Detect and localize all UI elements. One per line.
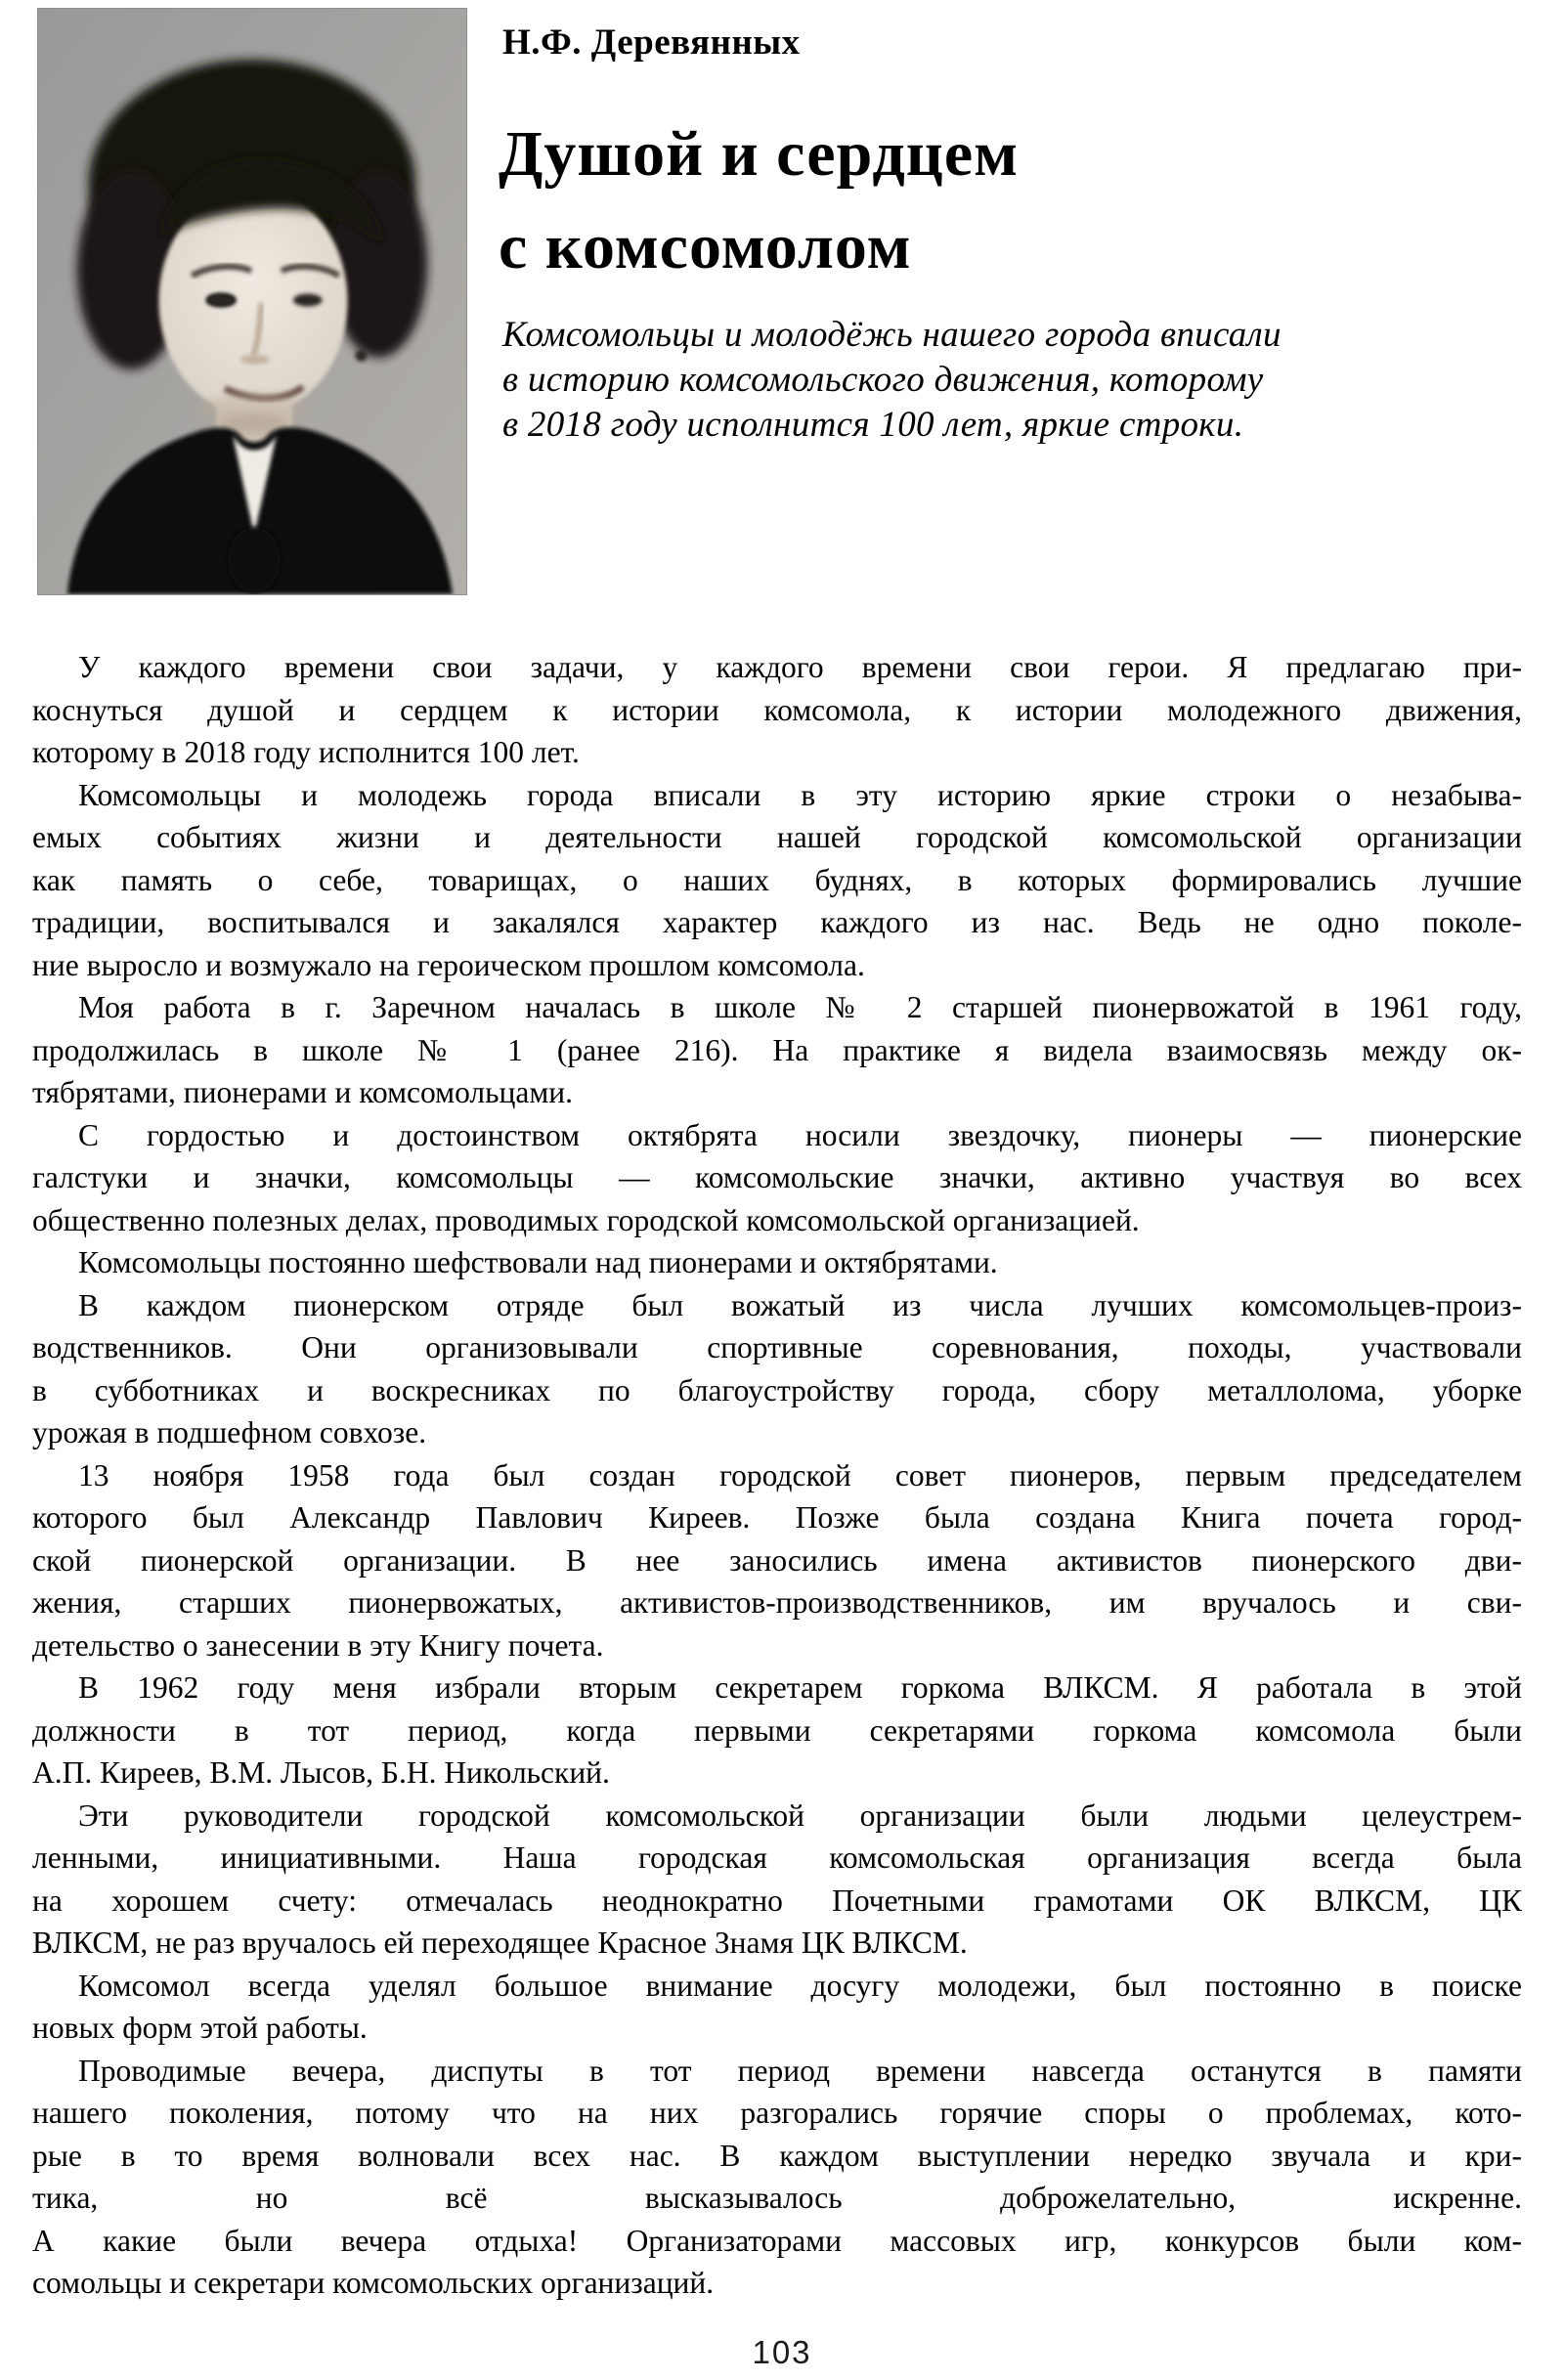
author-name: Н.Ф. Деревянных bbox=[502, 22, 801, 63]
body-line: которого был Александр Павлович Киреев. Позже была создана Книга почета город- bbox=[32, 1500, 1522, 1535]
body-line: которому в 2018 году исполнится 100 лет. bbox=[32, 735, 580, 769]
body-line: ВЛКСМ, не раз вручалось ей переходящее Красное Знамя ЦК ВЛКСМ. bbox=[32, 1926, 968, 1960]
body-line: тябрятами, пионерами и комсомольцами. bbox=[32, 1075, 573, 1109]
subtitle-line: в 2018 году исполнится 100 лет, яркие строки. bbox=[502, 405, 1244, 445]
body-line: детельство о занесении в эту Книгу почета. bbox=[32, 1627, 604, 1663]
body-line: А какие были вечера отдыха! Организаторами массовых игр, конкурсов были ком- bbox=[32, 2223, 1522, 2258]
body-line: традиции, воспитывался и закалялся характер каждого из нас. Ведь не одно поколе- bbox=[32, 905, 1522, 939]
body-line: Комсомольцы постоянно шефствовали над пионерами и октябрятами. bbox=[78, 1245, 998, 1279]
body-line: Эти руководители городской комсомольской организации были людьми целеустрем- bbox=[78, 1797, 1522, 1833]
body-line: новых форм этой работы. bbox=[32, 2011, 368, 2045]
body-line: жения, старших пионервожатых, активистов-производственников, им вручалось и сви- bbox=[32, 1585, 1522, 1620]
body-line: сомольцы и секретари комсомольских организаций. bbox=[32, 2266, 715, 2300]
body-line: Комсомольцы и молодежь города вписали в эту историю яркие строки о незабыва- bbox=[78, 777, 1522, 812]
portrait-photo bbox=[37, 8, 467, 595]
body-line: Моя работа в г. Заречном началась в школе № 2 старшей пионервожатой в 1961 году, bbox=[78, 990, 1522, 1024]
body-line: урожая в подшефном совхозе. bbox=[32, 1415, 427, 1450]
body-line: галстуки и значки, комсомольцы — комсомольские значки, активно участвуя во всех bbox=[32, 1160, 1522, 1194]
body-line: ние выросло и возмужало на героическом прошлом комсомола. bbox=[32, 947, 865, 982]
body-line: Комсомол всегда уделял большое внимание досугу молодежи, был постоянно в поиске bbox=[78, 1968, 1522, 2003]
body-line: ской пионерской организации. В нее заносились имена активистов пионерского дви- bbox=[32, 1542, 1522, 1578]
body-line: продолжилась в школе № 1 (ранее 216). На практике я видела взаимосвязь между ок- bbox=[32, 1032, 1522, 1067]
body-line: коснуться душой и сердцем к истории комсомола, к истории молодежного движения, bbox=[32, 692, 1522, 727]
body-line: 13 ноября 1958 года был создан городской совет пионеров, первым председателем bbox=[78, 1457, 1522, 1493]
body-line: В каждом пионерском отряде был вожатый из числа лучших комсомольцев-произ- bbox=[78, 1287, 1522, 1322]
subtitle-line: Комсомольцы и молодёжь нашего города вписали bbox=[502, 315, 1282, 355]
body-line: как память о себе, товарищах, о наших буднях, в которых формировались лучшие bbox=[32, 862, 1522, 897]
body-line: тика, но всё высказывалось доброжелательно, искренне. bbox=[32, 2181, 1522, 2215]
article-title bbox=[499, 108, 1019, 293]
body-line: В 1962 году меня избрали вторым секретарем горкома ВЛКСМ. Я работала в этой bbox=[78, 1670, 1522, 1705]
body-line: А.П. Киреев, В.М. Лысов, Б.Н. Никольский. bbox=[32, 1755, 610, 1790]
body-line: общественно полезных делах, проводимых городской комсомольской организацией. bbox=[32, 1202, 1140, 1237]
body-line: должности в тот период, когда первыми секретарями горкома комсомола были bbox=[32, 1712, 1522, 1748]
article-title-line1: Душой и сердцем bbox=[499, 118, 1020, 190]
body-line: У каждого времени свои задачи, у каждого времени свои герои. Я предлагаю при- bbox=[78, 650, 1522, 684]
body-line: Проводимые вечера, диспуты в тот период времени навсегда останутся в памяти bbox=[78, 2053, 1522, 2088]
body-line: ленными, инициативными. Наша городская комсомольская организация всегда была bbox=[32, 1840, 1522, 1875]
body-line: в субботниках и воскресниках по благоустройству города, сбору металлолома, уборке bbox=[32, 1372, 1522, 1407]
body-line: рые в то время волновали всех нас. В каждом выступлении нередко звучала и кри- bbox=[32, 2138, 1522, 2173]
article-title-line2: с комсомолом bbox=[499, 211, 912, 282]
article-subtitle bbox=[502, 313, 1282, 448]
body-line: на хорошем счету: отмечалась неоднократно Почетными грамотами ОК ВЛКСМ, ЦК bbox=[32, 1882, 1522, 1918]
body-line: С гордостью и достоинством октябрята носили звездочку, пионеры — пионерские bbox=[78, 1117, 1522, 1152]
portrait-photo-graphic bbox=[38, 9, 466, 594]
article-body bbox=[32, 646, 1522, 2305]
page-number: 103 bbox=[752, 2334, 812, 2370]
body-line: нашего поколения, потому что на них разгорались горячие споры о проблемах, кото- bbox=[32, 2096, 1522, 2130]
body-line: водственников. Они организовывали спортивные соревнования, походы, участвовали bbox=[32, 1330, 1522, 1364]
body-line: емых событиях жизни и деятельности нашей городской комсомольской организации bbox=[32, 820, 1522, 854]
subtitle-line: в историю комсомольского движения, которому bbox=[502, 360, 1264, 400]
